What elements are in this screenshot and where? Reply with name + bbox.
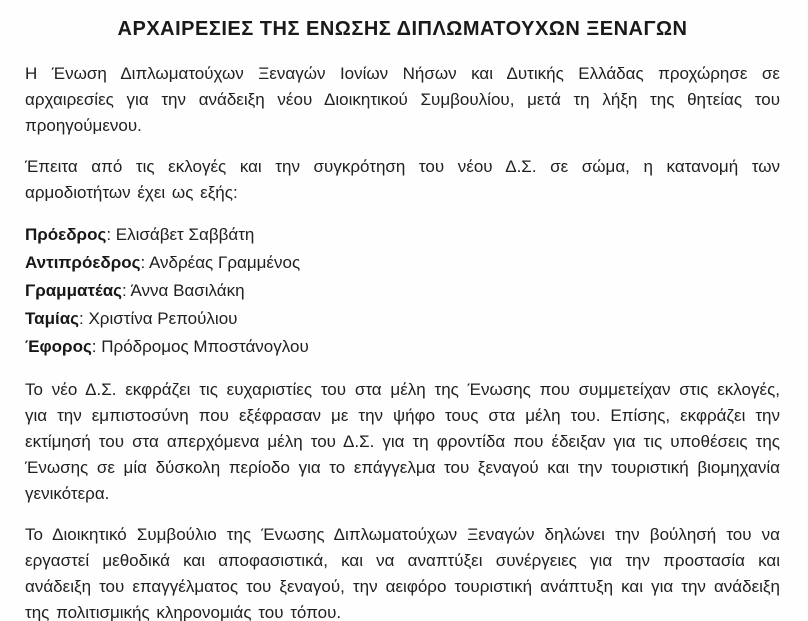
board-role-label: Πρόεδρος <box>25 225 107 244</box>
board-positions-list <box>25 221 780 361</box>
board-row-vice-president <box>25 249 780 277</box>
board-role-label: Έφορος <box>25 337 92 356</box>
board-role-label: Γραμματέας <box>25 281 122 300</box>
board-separator: : <box>122 281 131 300</box>
board-role-label: Ταμίας <box>25 309 79 328</box>
board-separator: : <box>79 309 89 328</box>
board-separator: : <box>140 253 149 272</box>
board-row-secretary <box>25 277 780 305</box>
paragraph-thanks: Το νέο Δ.Σ. εκφράζει τις ευχαριστίες του στα μέλη της Ένωσης που συμμετείχαν στις εκλογές, για την εμπιστοσύνη που εξέφρασαν με την ψήφο τους στα μέλη του. Επίσης, εκφράζει την εκτίμησή του στα απερχόμενα μέλη του Δ.Σ. για τη φροντίδα που έδειξαν για τις υποθέσεις της Ένωσης σε μία δύσκολη περίοδο για το επάγγελμα του ξεναγού και την τουριστική βιομηχανία γενικότερα. <box>25 380 780 503</box>
paragraph-intro: Η Ένωση Διπλωματούχων Ξεναγών Ιονίων Νήσων και Δυτικής Ελλάδας προχώρησε σε αρχαιρεσίες για την ανάδειξη νέου Διοικητικού Συμβουλίου, μετά τη λήξη της θητείας του προηγούμενου. <box>25 64 780 135</box>
board-member-name: Ανδρέας Γραμμένος <box>148 253 301 272</box>
board-member-name: Πρόδρομος Μποστάνογλου <box>101 337 309 356</box>
paragraph-commitment: Το Διοικητικό Συμβούλιο της Ένωσης Διπλωματούχων Ξεναγών δηλώνει την βούλησή του να εργαστεί μεθοδικά και αποφασιστικά, και να αναπτύξει συνέργειες για την προστασία και ανάδειξη του επαγγέλματος του ξεναγού, την αειφόρο τουριστική ανάπτυξη και για την ανάδειξη της πολιτισμικής κληρονομιάς του τόπου. <box>25 525 780 621</box>
board-row-steward <box>25 333 780 361</box>
board-row-treasurer <box>25 305 780 333</box>
paragraph-allocation-lead: Έπειτα από τις εκλογές και την συγκρότηση του νέου Δ.Σ. σε σώμα, η κατανομή των αρμοδιοτήτων έχει ως εξής: <box>25 157 780 202</box>
board-separator: : <box>106 225 116 244</box>
board-row-president <box>25 221 780 249</box>
board-member-name: Χριστίνα Ρεπούλιου <box>88 309 238 328</box>
document-title: ΑΡΧΑΙΡΕΣΙΕΣ ΤΗΣ ΕΝΩΣΗΣ ΔΙΠΛΩΜΑΤΟΥΧΩΝ ΞΕΝΑΓΩΝ <box>117 18 688 40</box>
board-member-name: Ελισάβετ Σαββάτη <box>115 225 255 244</box>
board-role-label: Αντιπρόεδρος <box>25 253 141 272</box>
board-member-name: Άννα Βασιλάκη <box>130 281 245 300</box>
board-separator: : <box>91 337 102 356</box>
